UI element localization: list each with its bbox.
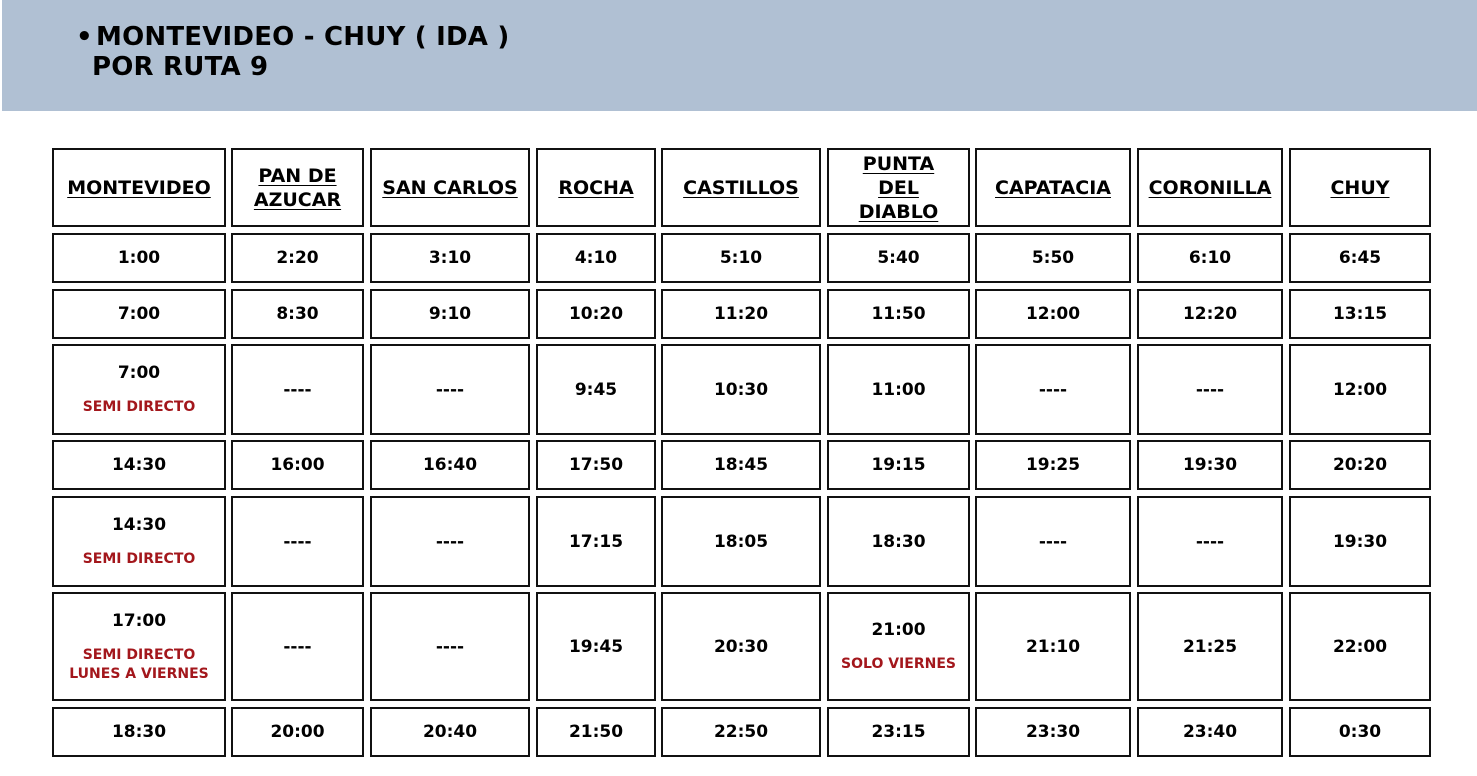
time-value: 23:40 [1182, 722, 1238, 742]
table-cell [536, 289, 656, 339]
table-cell [827, 707, 970, 757]
table-cell [1137, 592, 1283, 701]
time-value: 10:30 [713, 379, 769, 400]
table-cell [231, 289, 364, 339]
table-cell [370, 496, 530, 587]
table-cell [52, 233, 226, 283]
table-cell [52, 289, 226, 339]
header-label: PAN DE AZUCAR [253, 164, 342, 211]
time-value: 6:10 [1188, 248, 1232, 268]
time-value: ---- [435, 531, 465, 552]
time-value: 13:15 [1332, 304, 1388, 324]
service-note: SEMI DIRECTO LUNES A VIERNES [69, 646, 209, 682]
time-value: 21:00 [871, 620, 926, 640]
page-title [76, 22, 509, 52]
time-value: 21:10 [1025, 636, 1081, 657]
table-cell [975, 233, 1131, 283]
time-value: 19:30 [1182, 455, 1238, 475]
table-cell [370, 592, 530, 701]
table-cell [827, 592, 970, 701]
table-cell [370, 707, 530, 757]
table-cell [370, 440, 530, 490]
header-label: SAN CARLOS [382, 176, 518, 199]
time-value: 3:10 [428, 248, 472, 268]
time-value: 21:25 [1182, 636, 1238, 657]
table-cell [1289, 233, 1431, 283]
time-value: 7:00 [117, 304, 161, 324]
table-cell [827, 496, 970, 587]
time-value: ---- [435, 636, 465, 657]
time-value: 14:30 [111, 515, 167, 535]
service-note: SOLO VIERNES [841, 656, 956, 672]
table-cell [231, 707, 364, 757]
table-cell [536, 496, 656, 587]
header-cell [370, 148, 530, 227]
table-cell [661, 289, 821, 339]
page-title-text: MONTEVIDEO - CHUY ( IDA ) [96, 22, 510, 52]
header-cell [975, 148, 1131, 227]
time-value: 7:00 [117, 363, 161, 383]
time-value: ---- [435, 379, 465, 400]
table-cell [1289, 344, 1431, 435]
time-value: 18:05 [713, 531, 769, 552]
time-value: 17:00 [111, 610, 167, 631]
table-cell [231, 233, 364, 283]
time-value: 2:20 [276, 248, 319, 268]
time-value: 18:30 [111, 722, 167, 742]
time-value: ---- [1038, 531, 1068, 552]
time-value: 19:30 [1332, 531, 1388, 552]
header-cell [52, 148, 226, 227]
time-value: 18:30 [871, 531, 926, 552]
table-cell [1137, 289, 1283, 339]
table-cell [231, 344, 364, 435]
time-value: 12:00 [1025, 304, 1081, 324]
header-label: CAPATACIA [995, 176, 1111, 199]
table-cell [975, 344, 1131, 435]
table-cell [536, 233, 656, 283]
table-cell [370, 289, 530, 339]
header-label: MONTEVIDEO [67, 176, 211, 199]
time-value: 16:40 [422, 455, 478, 475]
time-value: 14:30 [111, 455, 167, 475]
table-cell [661, 592, 821, 701]
table-cell [52, 440, 226, 490]
time-value: 18:45 [713, 455, 769, 475]
time-value: 9:10 [428, 304, 472, 324]
time-value: 9:45 [574, 379, 618, 400]
time-value: ---- [1195, 531, 1225, 552]
time-value: 23:30 [1025, 722, 1081, 742]
table-cell [52, 592, 226, 701]
table-cell [1137, 344, 1283, 435]
bullet-icon: • [76, 22, 93, 52]
time-value: 5:50 [1031, 248, 1075, 268]
header-cell [231, 148, 364, 227]
time-value: 19:45 [568, 636, 624, 657]
header-cell [536, 148, 656, 227]
table-cell [52, 496, 226, 587]
table-cell [1289, 496, 1431, 587]
table-cell [975, 707, 1131, 757]
time-value: 19:15 [871, 455, 926, 475]
table-cell [231, 440, 364, 490]
table-cell [827, 289, 970, 339]
time-value: 11:20 [713, 304, 769, 324]
time-value: 12:00 [1332, 379, 1388, 400]
time-value: ---- [1195, 379, 1225, 400]
time-value: 5:40 [877, 248, 920, 268]
header-label: CASTILLOS [683, 176, 799, 199]
header-cell [1137, 148, 1283, 227]
time-value: 6:45 [1338, 248, 1382, 268]
header-label: PUNTA DEL DIABLO [858, 152, 939, 223]
table-cell [661, 707, 821, 757]
table-cell [827, 233, 970, 283]
time-value: 20:30 [713, 636, 769, 657]
table-cell [1137, 496, 1283, 587]
time-value: 21:50 [568, 722, 624, 742]
table-cell [661, 440, 821, 490]
table-cell [536, 440, 656, 490]
table-cell [1289, 440, 1431, 490]
time-value: 20:20 [1332, 455, 1388, 475]
time-value: 5:10 [719, 248, 763, 268]
time-value: 11:00 [871, 379, 926, 400]
time-value: 20:40 [422, 722, 478, 742]
header-cell [827, 148, 970, 227]
table-cell [1289, 592, 1431, 701]
time-value: 19:25 [1025, 455, 1081, 475]
table-cell [1137, 233, 1283, 283]
time-value: 20:00 [270, 722, 325, 742]
time-value: ---- [283, 531, 312, 552]
time-value: ---- [1038, 379, 1068, 400]
header-cell [661, 148, 821, 227]
header-cell [1289, 148, 1431, 227]
table-cell [231, 496, 364, 587]
page-subtitle: POR RUTA 9 [92, 52, 269, 82]
header-label: CHUY [1330, 176, 1390, 199]
table-cell [52, 344, 226, 435]
time-value: 12:20 [1182, 304, 1238, 324]
table-cell [1289, 289, 1431, 339]
table-cell [827, 344, 970, 435]
table-cell [1289, 707, 1431, 757]
time-value: 22:00 [1332, 636, 1388, 657]
time-value: ---- [283, 379, 312, 400]
time-value: 16:00 [270, 455, 325, 475]
time-value: 22:50 [713, 722, 769, 742]
time-value: ---- [283, 636, 312, 657]
table-cell [536, 344, 656, 435]
table-cell [536, 592, 656, 701]
table-cell [661, 233, 821, 283]
time-value: 0:30 [1338, 722, 1382, 742]
time-value: 17:50 [568, 455, 624, 475]
time-value: 8:30 [276, 304, 319, 324]
table-cell [975, 289, 1131, 339]
table-cell [1137, 707, 1283, 757]
header-label: ROCHA [558, 176, 634, 199]
table-cell [975, 440, 1131, 490]
table-cell [661, 496, 821, 587]
table-cell [370, 233, 530, 283]
time-value: 11:50 [871, 304, 926, 324]
table-cell [975, 592, 1131, 701]
header-label: CORONILLA [1148, 176, 1272, 199]
time-value: 23:15 [871, 722, 926, 742]
time-value: 17:15 [568, 531, 624, 552]
time-value: 1:00 [117, 248, 161, 268]
table-cell [52, 707, 226, 757]
service-note: SEMI DIRECTO [82, 399, 196, 415]
service-note: SEMI DIRECTO [82, 551, 196, 567]
table-cell [231, 592, 364, 701]
time-value: 10:20 [568, 304, 624, 324]
table-cell [1137, 440, 1283, 490]
table-cell [370, 344, 530, 435]
table-cell [661, 344, 821, 435]
table-cell [536, 707, 656, 757]
time-value: 4:10 [574, 248, 618, 268]
table-cell [827, 440, 970, 490]
table-cell [975, 496, 1131, 587]
